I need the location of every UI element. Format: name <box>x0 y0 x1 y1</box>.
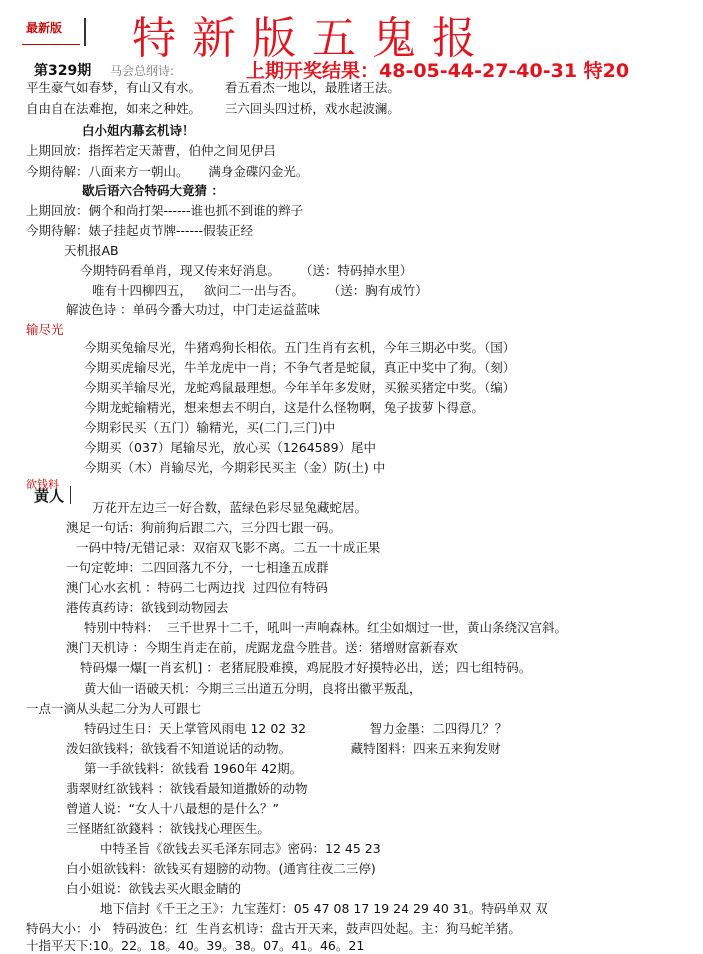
text-line: 中特圣旨《欲钱去买毛泽东同志》密码：12 45 23 <box>100 841 381 856</box>
text-line: 澳门天机诗 ：今期生肖走在前，虎踞龙盘今胜昔。送：猪增财富新春欢 <box>66 640 458 655</box>
text-line: 今期待解：八面来方一朝山。 满身金碟闪金光。 <box>26 164 309 179</box>
text-line: 一句定乾坤：二四回落九不分，一七相逢五成群 <box>66 560 329 575</box>
text-line: 泼妇欲钱料；欲钱看不知道说话的动物。 藏特图料：四来五来狗发财 <box>66 741 501 756</box>
text-line: 白小姐说：欲钱去买火眼金睛的 <box>66 881 242 896</box>
last-result: 上期开奖结果：48-05-44-27-40-31 特20 <box>246 60 630 82</box>
edition-badge: 最新版 <box>26 21 63 35</box>
text-line: 特别中特料： 三千世界十二千，吼叫一声响森林。红尘如烟过一世，黄山条绕汉宫斜。 <box>84 620 567 635</box>
header <box>0 0 703 64</box>
text-line: 自由自在法难抱，如来之种姓。 三六回头四过桥，戏水起波澜。 <box>26 101 400 116</box>
text-line: 翡翠财红欲钱料 ：欲钱看最知道撒娇的动物 <box>66 781 308 796</box>
text-line: 上期回放：指挥若定天萧曹，伯仲之间见伊吕 <box>26 143 277 158</box>
text-line: 特码爆一爆[一肖玄机] ：老猪屁股难摸，鸡屁股才好摸特必出，送；四七组特码。 <box>80 660 532 675</box>
section-heading: 天机报AB <box>64 243 119 258</box>
divider <box>84 18 86 46</box>
text-line: 今期买兔输尽光，牛猪鸡狗长相依。五门生肖有玄机，今年三期必中奖。（国） <box>84 340 516 355</box>
text-line: 今期买（木）肖输尽光，今期彩民买主（金）防(土) 中 <box>84 460 386 475</box>
section-heading-red: 欲钱料 <box>26 478 59 491</box>
text-line: 上期回放：俩个和尚打架------谁也抓不到谁的辫子 <box>26 203 304 218</box>
text-line: 万花开左边三一好合数，蓝绿色彩尽显兔藏蛇居。 <box>92 500 368 515</box>
issue-number: 第329期 <box>34 63 92 79</box>
text-line: 一码中特/无错记录：双宿双飞影不离。二五一十成正果 <box>76 540 381 555</box>
text-line: 一点一滴从头起二分为人可跟七 <box>26 701 202 716</box>
text-line: 澳门心水玄机 ：特码二七两边找 过四位有特码 <box>66 580 328 595</box>
section-heading: 歇后语六合特码大竟猜 ： <box>82 183 224 198</box>
text-line: 平生豪气如春梦，有山又有水。 看五看杰一地以，最胜诸王法。 <box>26 80 400 95</box>
text-line: 今期龙蛇输精光，想来想去不明白，这是什么怪物啊，兔子拔萝卜得意。 <box>84 400 485 415</box>
text-line: 白小姐欲钱料：欲钱买有翅膀的动物。(通宵往夜二三停) <box>66 861 376 876</box>
text-line: 今期买羊输尽光，龙蛇鸡鼠最理想。今年羊年多发财，买猴买猪定中奖。（编） <box>84 380 516 395</box>
text-line: 今期特码看单肖，现又传来好消息。 （送：特码掉水里） <box>80 263 413 278</box>
text-line: 今期彩民买（五门）输精光，买(二门,三门)中 <box>84 420 336 435</box>
badge-underline <box>22 44 80 45</box>
text-line: 特码大小：小 特码波色：红 生肖玄机诗：盘古开天来，鼓声四处起。主：狗马蛇羊猪。 <box>26 921 521 936</box>
text-line: 第一手欲钱料：欲钱看 1960年 42期。 <box>84 761 303 776</box>
text-line: 三怪賭紅欲錢料 ：欲钱找心理医生。 <box>66 821 270 836</box>
text-line: 十指平天下:10。22。18。40。39。38。07。41。46。21 <box>26 938 365 953</box>
text-line: 今期买虎输尽光，牛羊龙虎中一肖；不争气者是蛇鼠，真正中奖中了狗。（刻） <box>84 360 516 375</box>
text-line: 解波色诗 ：单码今番大功过，中门走运益蓝味 <box>66 302 320 317</box>
text-line: 今期买（037）尾输尽光，放心买（1264589）尾中 <box>84 440 377 455</box>
text-line: 黄大仙一语破天机：今期三三出道五分明，良将出徽平叛乱， <box>84 681 422 696</box>
section-heading-red: 输尽光 <box>26 322 64 337</box>
section-label: 黄人 <box>34 487 65 505</box>
section-heading: 白小姐内幕玄机诗！ <box>82 123 195 138</box>
text-line: 特码过生日：天上掌管风雨电 12 02 32 智力金墨：二四得几？？ <box>84 721 508 736</box>
text-line: 唯有十四柳四五， 欲问二一出与否。 （送：胸有成竹） <box>92 283 428 298</box>
issue-subtitle: 马会总纲诗: <box>110 64 175 78</box>
page-title: 特新版五鬼报 <box>132 13 492 64</box>
divider <box>70 486 71 504</box>
text-line: 澳足一句话：狗前狗后跟二六，三分四七跟一码。 <box>66 520 342 535</box>
text-line: 曾道人说：“女人十八最想的是什么？” <box>66 801 279 816</box>
text-line: 今期待解：婊子挂起贞节牌------假装正经 <box>26 223 254 238</box>
text-line: 地下信封《千王之王》：九宝莲灯：05 47 08 17 19 24 29 40 31。特码单双 双 <box>100 901 548 916</box>
text-line: 港传真药诗：欲钱到动物园去 <box>66 600 229 615</box>
